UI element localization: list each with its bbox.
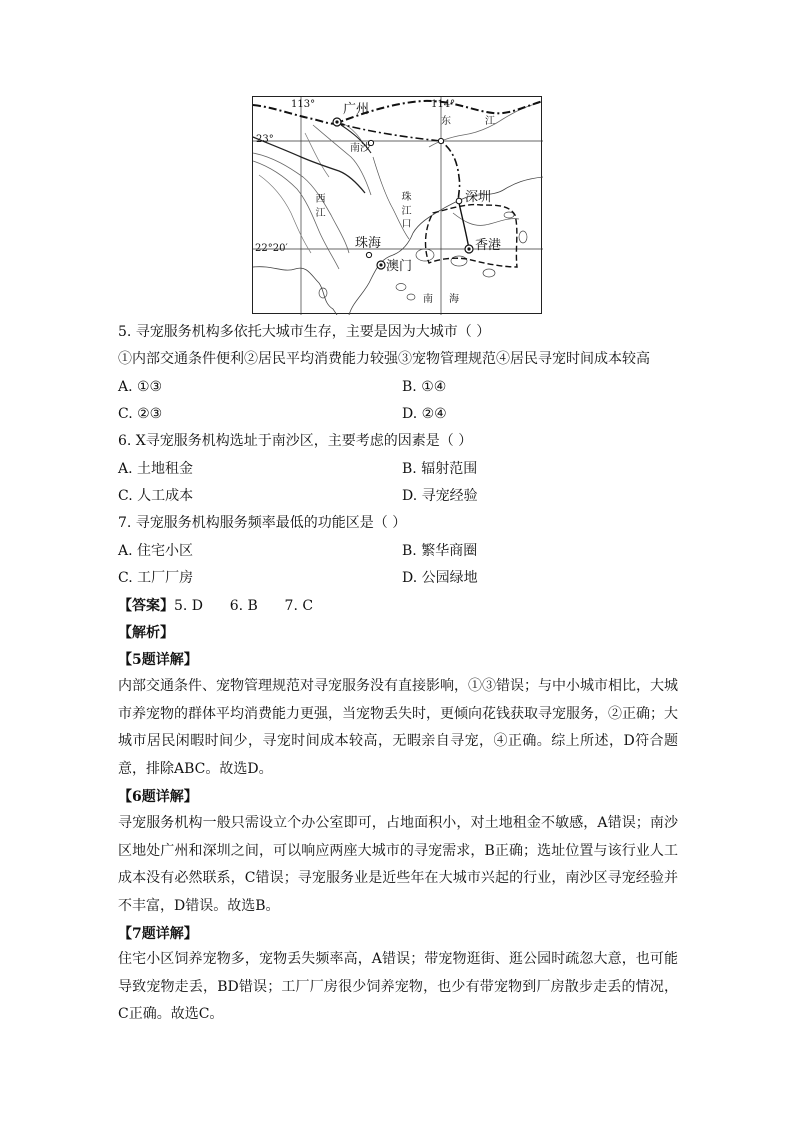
lon-114-label: 114°: [431, 99, 456, 110]
q6-option-a: A. 土地租金: [118, 461, 194, 477]
lat-2220-label: 22°20′: [255, 243, 288, 254]
detail6-text: 寻宠服务机构一般只需设立个办公室即可，占地面积小，对土地租金不敏感，A错误；南沙区地处广州和深圳之间，可以响应两座大城市的寻宠需求，B正确；选址位置与该行业人工成本没有必然联系，C错误；寻宠服务业是近些年在大城市兴起的行业，南沙区寻宠经验并不丰富，D错误。故选B。: [118, 815, 678, 914]
q5-option-a: A. ①③: [118, 379, 163, 395]
dongjiang-label-1: 东: [441, 116, 451, 127]
detail6-label: 【6题详解】: [118, 789, 198, 805]
answer-label: 【答案】: [118, 598, 174, 614]
analysis-label: 【解析】: [118, 625, 174, 641]
pearl-river-delta-map: [252, 96, 542, 314]
detail7-text: 住宅小区饲养宠物多，宠物丢失频率高，A错误；带宠物逛街、逛公园时疏忽大意，也可能导致宠物走丢，BD错误；工厂厂房很少饲养宠物，也少有带宠物到厂房散步走丢的情况，C正确。故选C。: [118, 951, 678, 1022]
q5-option-c: C. ②③: [118, 406, 163, 422]
zhujiangkou-label: 珠江口: [401, 192, 412, 230]
guangzhou-label: 广州: [343, 102, 370, 117]
nansha-label: 南沙: [350, 143, 370, 154]
q7-option-a: A. 住宅小区: [118, 543, 194, 559]
answer-text: 5. D 6. B 7. C: [174, 598, 314, 614]
q5-option-d: D. ②④: [402, 406, 447, 422]
nanhai-label-1: 南: [423, 294, 433, 305]
shenzhen-marker: [456, 198, 462, 204]
q7-option-c: C. 工厂厂房: [118, 570, 194, 586]
xijiang-label: 西江: [315, 194, 326, 219]
answer-row: [118, 596, 313, 616]
q5-stem: 5. 寻宠服务机构多依托大城市生存，主要是因为大城市（ ）: [118, 324, 491, 340]
map-drawing: [253, 97, 543, 315]
lon-113-label: 113°: [291, 99, 316, 110]
q6-option-c: C. 人工成本: [118, 488, 194, 504]
shenzhen-label: 深圳: [465, 190, 492, 205]
detail7-label: 【7题详解】: [118, 926, 198, 942]
macau-label: 澳门: [386, 259, 413, 274]
zhuhai-marker: [366, 252, 371, 257]
q7-stem: 7. 寻宠服务机构服务频率最低的功能区是（ ）: [118, 515, 407, 531]
q7-option-d: D. 公园绿地: [402, 570, 478, 586]
dongjiang-label-2: 江: [485, 116, 495, 127]
q5-statements: ①内部交通条件便利②居民平均消费能力较强③宠物管理规范④居民寻宠时间成本较高: [118, 351, 650, 367]
q5-option-b: B. ①④: [402, 379, 447, 395]
zhuhai-label: 珠海: [355, 236, 382, 251]
q6-option-b: B. 辐射范围: [402, 461, 478, 477]
detail5-label: 【5题详解】: [118, 652, 198, 668]
lat-23-label: 23°: [256, 134, 274, 145]
hongkong-label: 香港: [475, 238, 502, 253]
detail5-text: 内部交通条件、宠物管理规范对寻宠服务没有直接影响，①③错误；与中小城市相比，大城市养宠物的群体平均消费能力更强，当宠物丢失时，更倾向花钱获取寻宠服务，②正确；大城市居民闲暇时间少，寻宠时间成本较高，无暇亲自寻宠，④正确。综上所述，D符合题意，排除ABC。故选D。: [118, 678, 678, 777]
q6-stem: 6. X寻宠服务机构选址于南沙区，主要考虑的因素是（ ）: [118, 433, 473, 449]
q7-option-b: B. 繁华商圈: [402, 543, 478, 559]
q6-option-d: D. 寻宠经验: [402, 488, 478, 504]
nanhai-label-2: 海: [449, 294, 459, 305]
